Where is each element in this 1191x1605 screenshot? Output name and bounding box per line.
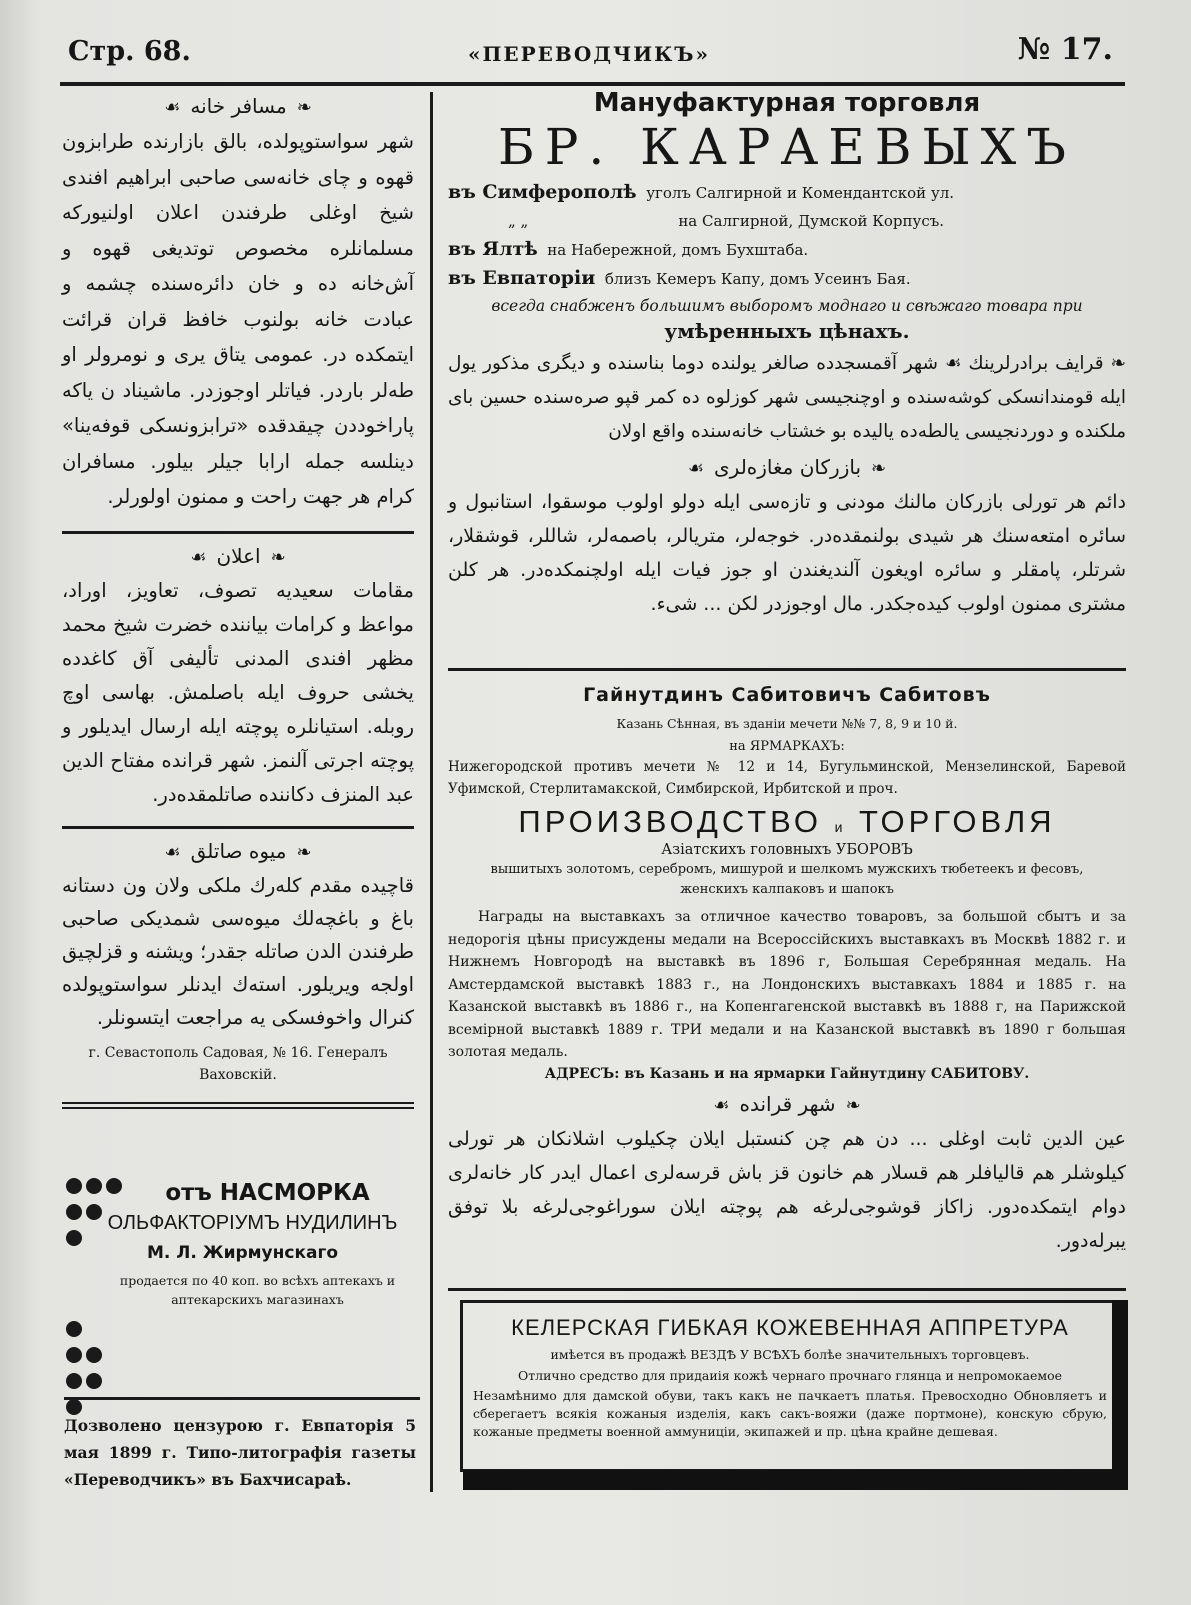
karaev-ar-body2: دائم هر تورلی بازرکان مالنك مودنی و تازه‌سی ایله دولو اولوب موسقوا، استانبول و سائره امتعه‌سنك هر شیدی بولنمقده‌در. خوجه‌لر، متریالر، باصمه‌لر، شاللر، قوشقلار، شرتلر، پامقلر و سائره اویغون آلندیغندن او جوز فیات ایله اولچنمکده‌در. هر کلن مشتری ممنون اولوب کیده‌جکدر. مال اوجوزدر لکن ... شیء. xyxy=(448,491,1126,615)
sabitov-ar-heading: ❧شهر قرانده☙ xyxy=(713,1091,861,1116)
loc2-quote: „ „ xyxy=(508,212,529,230)
karaev-ar-body: شهر آقمسجدده صالغر یولنده دوما بناسنده و دیگری مذکور یول ایله قومندانسکی کوشه‌سنده و اوچنجیسی شهر کوزلوه ده کمر قپو صره‌سنده حسین بای ملکنده و دوردنجیسی یالطه‌ده یالیده بو خشتاب خانه‌سنده واقع اولان xyxy=(448,353,1126,442)
sabitov-headline xyxy=(448,804,1126,840)
loc4-addr: близъ Кемеръ Капу, домъ Усеинъ Бая. xyxy=(604,270,911,288)
loc1-city: въ Симферополѣ xyxy=(448,181,637,203)
loc1-addr: уголъ Салгирной и Комендантской ул. xyxy=(646,184,955,202)
dot-icon xyxy=(66,1321,82,1337)
orchard-ad xyxy=(62,839,414,1086)
orchard-address: г. Севастополь Садовая, № 16. Генералъ Ваховскій. xyxy=(88,1044,388,1083)
section-rule xyxy=(62,1102,414,1109)
karaev-locations xyxy=(448,178,1126,293)
ornament-icon: ❧ xyxy=(270,546,286,568)
dot-icon xyxy=(86,1347,102,1363)
sabitov-big-and: и xyxy=(834,819,847,835)
inn-body: شهر سواستوپولده، بالق بازارنده طرابزون قهوه و چای خانه‌سی صاحبی ابراهیم افندی شیخ اوغلی طرفندن اعلان اولنیورکه مسلمانلره مخصوص توتدیغی قهوه و آش‌خانه ده و خان دائره‌سنده چشمه و عبادت خانه بولنوب خافظ قران قرائت ایتمکده در. عمومی یتاق یری و نومرولر او طه‌لر باردر. فیاتلر اوجوزدر. ماشیناد ن یاکه پاراخوددن چیقدقده «ترابزونسکی قوفه‌ینا» دینلسه جمله ارابا جیلر بیلور. مسافران کرام هر جهت راحت و ممنون اولورلر. xyxy=(62,130,414,508)
ornament-icon: ☙ xyxy=(190,546,207,568)
karaev-slogan-end: умѣренныхъ цѣнахъ. xyxy=(664,319,910,343)
column-divider xyxy=(430,92,433,1492)
sabitov-ad xyxy=(448,684,1126,1258)
censorship-note: Дозволено цензурою г. Евпаторія 5 мая 1899 г. Типо-литографія газеты «Переводчикъ» въ Бахчисараѣ. xyxy=(64,1416,416,1489)
sabitov-address: АДРЕСЪ: въ Казань и на ярмарки Гайнутдину САБИТОВУ. xyxy=(544,1065,1030,1082)
karaev-ad xyxy=(448,88,1126,621)
ornament-icon: ☙ xyxy=(164,841,181,863)
keler-ad xyxy=(460,1300,1120,1472)
section-rule xyxy=(448,668,1126,671)
orchard-body: قاچیده مقدم کله‌رك ملکی ولان ون دستانه باغ و باغچه‌لك میوه‌سی شمدیکی صاحبی طرفندن الدن صاتله جقدر؛ ویشنه و قزلچیق اولجه ویریلور. استەك ایدنلر سواستوپولده کنرال واخوفسکی یه مراجعت ایتسونلر. xyxy=(62,873,414,1029)
announcement-body: مقامات سعیدیه تصوف، تعاویز، اوراد، مواعظ و کرامات بیاننده خضرت شیخ محمد مظهر افندی المدنی تألیفی آق کاغدده یخشی حروف ایله باصلمش. بهاسی اوچ روبله. استیانلره پوچته ایله ارسال ایدیلور و پوچته اجرتی آلنمز. شهر قرانده مفتاح الدین عبد المنزف دکاننده صاتلمقده‌در. xyxy=(62,578,414,806)
remedy-ad xyxy=(70,1180,415,1309)
section-rule xyxy=(64,1397,420,1400)
ornament-icon: ❧ xyxy=(845,1094,861,1116)
section-rule xyxy=(448,1288,1126,1291)
inn-heading: ❧مسافر خانه☙ xyxy=(164,94,312,118)
remedy-line2: ОЛЬФАКТОРІУМЪ НУДИЛИНЪ xyxy=(107,1212,398,1234)
loc3-addr: на Набережной, домъ Бухштаба. xyxy=(547,241,809,259)
remedy-line4: продается по 40 коп. во всѣхъ аптекахъ и аптекарскихъ магазинахъ xyxy=(119,1273,396,1307)
keler-bottom-bar xyxy=(463,1470,1114,1490)
dot-icon xyxy=(66,1347,82,1363)
ornament-icon: ❧ xyxy=(1110,353,1126,374)
sabitov-big1: ПРОИЗВОДСТВО xyxy=(518,804,822,839)
loc2-addr: на Салгирной, Думской Корпусъ. xyxy=(678,212,945,230)
orchard-heading: ❧میوه صاتلق☙ xyxy=(164,838,312,863)
keler-line3: Незамѣнимо для дамской обуви, такъ какъ не пачкаетъ платья. Превосходно Обновляетъ и сберегаетъ всякія кожаныя изделія, какъ сакъ-вояжи (даже портмоне), конскую сбрую, кожаные предметы военной аммуниціи, экипажей и пр. цѣна крайне дешевая. xyxy=(473,1388,1107,1439)
header-rule xyxy=(60,82,1125,86)
ornament-icon: ❧ xyxy=(871,458,887,479)
keler-right-bar xyxy=(1112,1300,1128,1490)
page-header xyxy=(68,30,1113,80)
ornament-icon: ❧ xyxy=(296,841,312,863)
sabitov-big2: ТОРГОВЛЯ xyxy=(859,804,1056,839)
sabitov-sub1: Азіатскихъ головныхъ УБОРОВЪ xyxy=(661,842,913,858)
ornament-icon: ☙ xyxy=(944,353,962,374)
ornament-icon: ☙ xyxy=(713,1094,730,1116)
sabitov-name: Гайнутдинъ Сабитовичъ Сабитовъ xyxy=(583,684,991,706)
karaev-name: БР. КАРАЕВЫХЪ xyxy=(498,118,1076,176)
sabitov-sub2: вышитыхъ золотомъ, серебромъ, мишурой и шелкомъ мужскихъ тюбетеекъ и фесовъ, женскихъ калпаковъ и шапокъ xyxy=(490,862,1084,897)
section-rule xyxy=(62,826,414,829)
karaev-slogan: всегда снабженъ большимъ выборомъ моднаго и свѣжаго товара при xyxy=(491,297,1083,315)
keler-line1: имѣется въ продажѣ ВЕЗДѢ У ВСѢХЪ болѣе значительныхъ торговцевъ. xyxy=(550,1347,1030,1362)
remedy-line1: отъ НАСМОРКА xyxy=(165,1180,370,1206)
page-number: Стр. 68. xyxy=(68,36,191,67)
keler-line2: Отлично средство для придаиія кожѣ чернаго прочнаго глянца и непромокаемое xyxy=(518,1368,1062,1383)
karaev-shops-heading: ❧بازرکان مغازه‌لری☙ xyxy=(687,455,887,479)
sabitov-addr3: Нижегородской противъ мечети № 12 и 14, Бугульминской, Мензелинской, Баревой Уфимской, Стерлитамакской, Симбирской, Ирбитской и проч. xyxy=(448,759,1126,797)
inn-ad xyxy=(62,94,414,515)
issue-number: № 17. xyxy=(1017,32,1113,67)
ornament-icon: ☙ xyxy=(164,97,181,118)
sabitov-addr1: Казань Сѣнная, въ зданіи мечети №№ 7, 8, 9 и 10 й. xyxy=(616,716,958,731)
karaev-title: Мануфактурная торговля xyxy=(593,88,981,118)
decorative-dots-bottom xyxy=(64,1318,104,1422)
sabitov-addr2: на ЯРМАРКАХЪ: xyxy=(729,739,845,754)
dot-icon xyxy=(66,1373,82,1389)
sabitov-ar-body: عین الدین ثابت اوغلی ... دن هم چن کنستبل ایلان چکیلوب اشلانکان هر تورلی کیلوشلر هم قالیافلر هم قسلار هم خانون قز باش قرسه‌لری اعمال ایدر کار خانه‌لری دوام ایتمکده‌دور. زاکاز قوشوجی‌لرغه هم پوچته ایلان سوراغوجی‌لرغه بلا توفق یبرله‌دور. xyxy=(448,1127,1126,1252)
karaev-arabic-body xyxy=(448,347,1126,449)
section-rule xyxy=(62,531,414,534)
karaev-ar-intro: قرایف برادرلرینك xyxy=(968,353,1104,374)
left-column xyxy=(62,94,414,1119)
sabitov-awards: Награды на выставкахъ за отличное качество товаровъ, за большой сбытъ и за недорогія цѣны присуждены медали на Всероссійскихъ выставкахъ въ Москвѣ 1882 г. и Нижнемъ Новгородѣ на выставкѣ въ 1896 г, Большая Серебрянная медаль. На Амстердамской выставкѣ 1883 г., на Лондонскихъ выставкахъ 1884 и 1885 г. на Казанской выставкѣ въ 1886 г., на Копенгагенской выставкѣ въ 1888 г, на Парижской всемірной выставкѣ 1889 г. ТРИ медали и на Казанской выставкѣ въ 1890 г большая золотая медаль. xyxy=(448,909,1126,1060)
newspaper-title: «ПЕРЕВОДЧИКЪ» xyxy=(468,42,711,66)
ornament-icon: ☙ xyxy=(687,458,705,479)
loc3-city: въ Ялтѣ xyxy=(448,238,538,260)
loc4-city: въ Евпаторіи xyxy=(448,267,596,289)
ornament-icon: ❧ xyxy=(296,97,312,118)
book-announcement xyxy=(62,544,414,812)
remedy-line3: М. Л. Жирмунскаго xyxy=(146,1243,339,1263)
keler-title: КЕЛЕРСКАЯ ГИБКАЯ КОЖЕВЕННАЯ АППРЕТУРА xyxy=(511,1315,1069,1340)
announcement-heading: ❧اعلان☙ xyxy=(190,543,286,568)
dot-icon xyxy=(86,1373,102,1389)
